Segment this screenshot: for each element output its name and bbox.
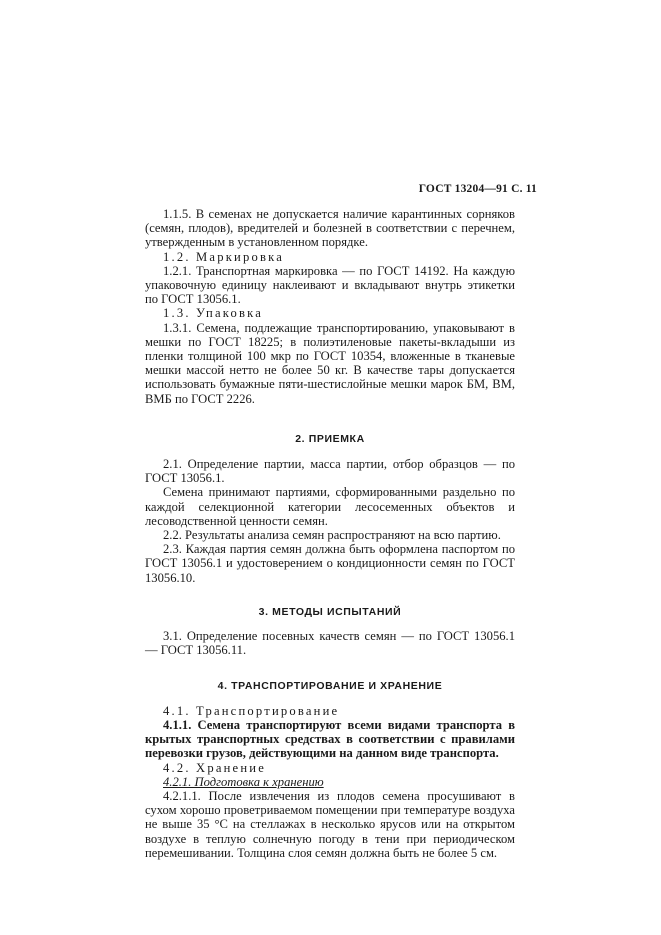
paragraph-3-1: 3.1. Определение посевных качеств семян — по ГОСТ 13056.1 — ГОСТ 13056.11. xyxy=(145,629,515,658)
page-header: ГОСТ 13204—91 С. 11 xyxy=(418,183,537,195)
document-body xyxy=(145,207,515,860)
heading-section-3: 3. МЕТОДЫ ИСПЫТАНИЙ xyxy=(258,605,402,618)
paragraph-1-2-1: 1.2.1. Транспортная маркировка — по ГОСТ 14192. На каждую упаковочную единицу наклеивают и вкладывают внутрь этикетки по ГОСТ 13056.1. xyxy=(145,263,515,307)
section-title-4-2-1: 4.2.1. Подготовка к хранению xyxy=(163,774,324,789)
paragraph-4-2-1-1: 4.2.1.1. После извлечения из плодов семена просушивают в сухом хорошо проветриваемом помещении при температуре воздуха не выше 35 °С на стеллажах в несколько ярусов или на открытом воздухе в теплую солнечную погоду в тени при периодическом перемешивании. Толщина слоя семян должна быть не более 5 см. xyxy=(145,788,515,860)
section-title-1-3: 1.3. Упаковка xyxy=(163,306,264,321)
section-title-1-2: 1.2. Маркировка xyxy=(163,249,285,264)
heading-section-2: 2. ПРИЕМКА xyxy=(295,432,365,445)
paragraph-2-1-b: Семена принимают партиями, сформированными раздельно по каждой селекционной категории лесосеменных объектов и лесоводственной ценности семян. xyxy=(145,485,515,528)
paragraph-2-2: 2.2. Результаты анализа семян распространяют на всю партию. xyxy=(163,528,501,543)
section-title-4-2: 4.2. Хранение xyxy=(163,760,267,775)
paragraph-1-3-1: 1.3.1. Семена, подлежащие транспортированию, упаковывают в мешки по ГОСТ 18225; в полиэтиленовые пакеты-вкладыши из пленки толщиной 100 мкр по ГОСТ 10354, вложенные в тканевые мешки массой нетто не более 50 кг. В качестве тары допускается использовать бумажные пяти-шестислойные мешки марок БМ, ВМ, ВМБ по ГОСТ 2226. xyxy=(145,320,515,406)
paragraph-2-1: 2.1. Определение партии, масса партии, отбор образцов — по ГОСТ 13056.1. xyxy=(145,457,515,486)
heading-section-4: 4. ТРАНСПОРТИРОВАНИЕ И ХРАНЕНИЕ xyxy=(217,680,443,693)
paragraph-4-1-1: 4.1.1. Семена транспортируют всеми видами транспорта в крытых транспортных средствах в соответствии с правилами перевозки грузов, действующими на данном виде транспорта. xyxy=(145,717,515,761)
paragraph-2-3: 2.3. Каждая партия семян должна быть оформлена паспортом по ГОСТ 13056.1 и удостоверением о кондиционности семян по ГОСТ 13056.10. xyxy=(145,542,515,585)
section-title-4-1: 4.1. Транспортирование xyxy=(163,703,340,718)
paragraph-1-1-5: 1.1.5. В семенах не допускается наличие карантинных сорняков (семян, плодов), вредителей и болезней в соответствии с перечнем, утвержденным в установленном порядке. xyxy=(145,207,515,250)
